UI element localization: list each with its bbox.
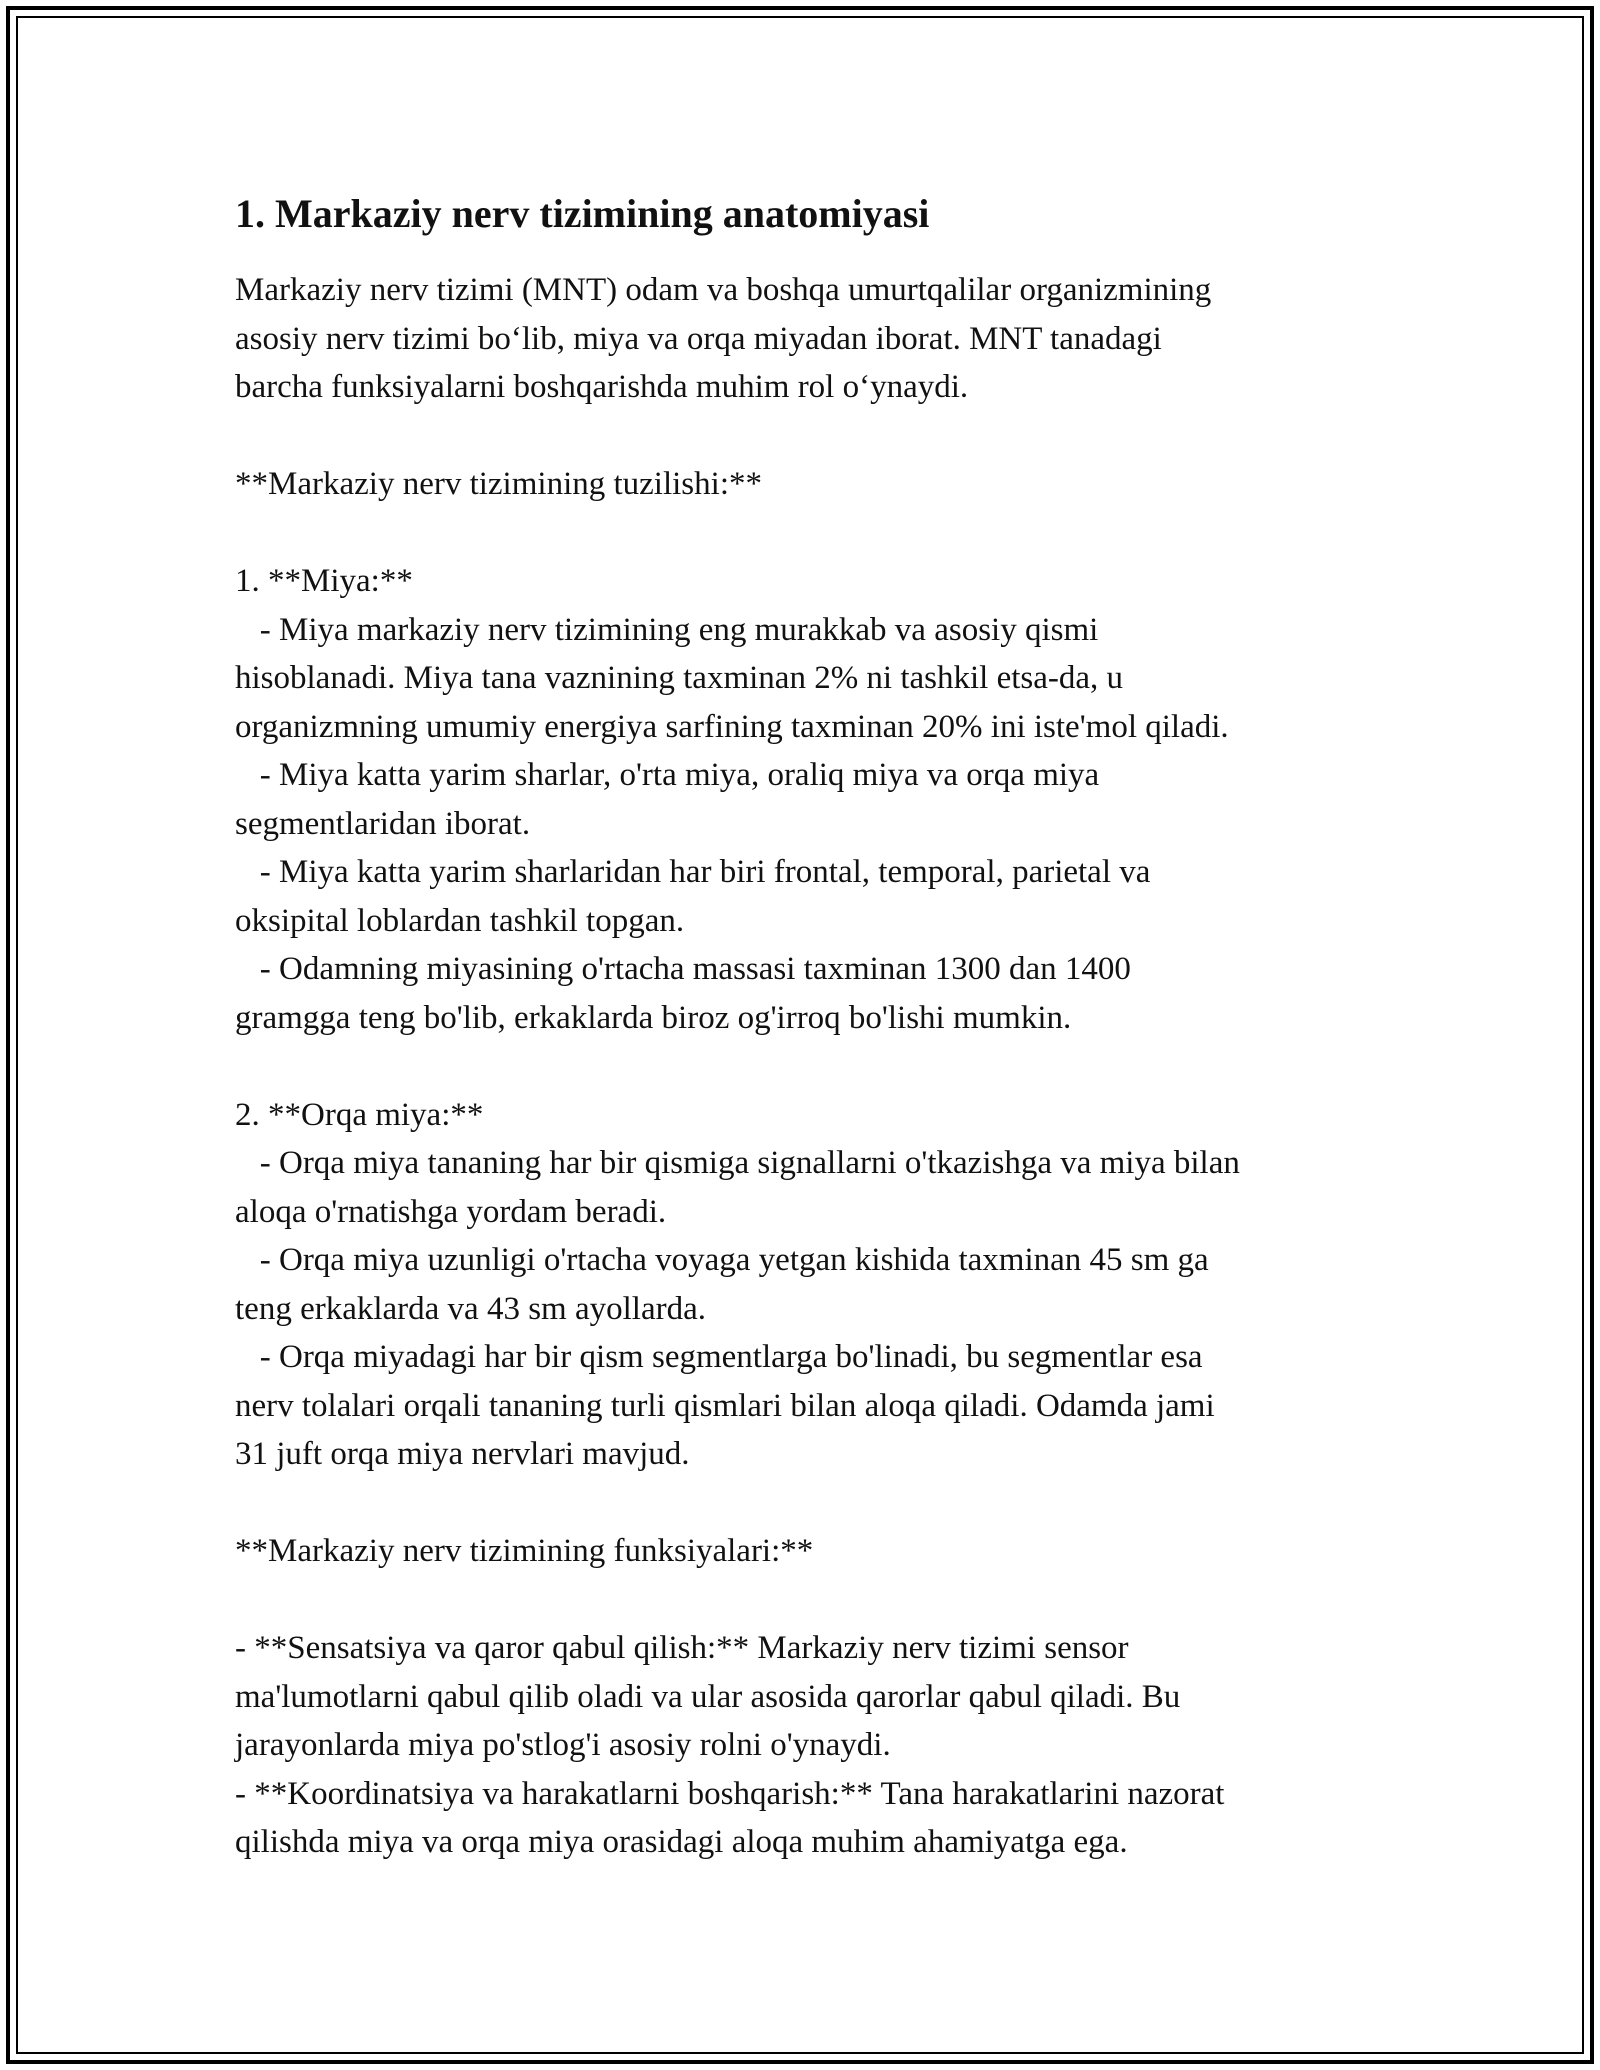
text-line: segmentlaridan iborat.: [235, 805, 531, 842]
text-line: - Orqa miya uzunligi o'rtacha voyaga yetgan kishida taxminan 45 sm ga: [235, 1242, 1209, 1278]
text-line: barcha funksiyalarni boshqarishda muhim rol o‘ynaydi.: [235, 369, 969, 405]
text-line: ma'lumotlarni qabul qilib oladi va ular asosida qarorlar qabul qiladi. Bu: [235, 1678, 1181, 1715]
text-line: oksipital loblardan tashkil topgan.: [235, 902, 685, 939]
text-line: 2. **Orqa miya:**: [235, 1096, 484, 1133]
text-line: jarayonlarda miya po'stlog'i asosiy rolni o'ynaydi.: [235, 1727, 891, 1763]
blank-line: [235, 1042, 1375, 1091]
text-line: Markaziy nerv tizimi (MNT) odam va boshqa umurtqalilar organizmining: [235, 272, 1212, 308]
text-line: asosiy nerv tizimi bo‘lib, miya va orqa miyadan iborat. MNT tanadagi: [235, 320, 1162, 357]
section-heading: 1. Markaziy nerv tizimining anatomiyasi: [235, 191, 930, 236]
blank-line: [235, 1576, 1375, 1625]
text-lines: [235, 266, 1375, 1867]
text-line: aloqa o'rnatishga yordam beradi.: [235, 1193, 667, 1230]
text-line: nerv tolalari orqali tananing turli qismlari bilan aloqa qiladi. Odamda jami: [235, 1387, 1215, 1424]
text-line: - Miya katta yarim sharlaridan har biri frontal, temporal, parietal va: [235, 854, 1151, 890]
text-line: - Orqa miya tananing har bir qismiga signallarni o'tkazishga va miya bilan: [235, 1145, 1240, 1181]
blank-line: [235, 1479, 1375, 1528]
text-line: - Miya markaziy nerv tizimining eng murakkab va asosiy qismi: [235, 611, 1099, 648]
text-line: - Miya katta yarim sharlar, o'rta miya, oraliq miya va orqa miya: [235, 757, 1100, 793]
text-line: hisoblanadi. Miya tana vaznining taxminan 2% ni tashkil etsa-da, u: [235, 660, 1124, 696]
text-line: **Markaziy nerv tizimining funksiyalari:**: [235, 1533, 814, 1569]
blank-line: [235, 412, 1375, 461]
text-line: teng erkaklarda va 43 sm ayollarda.: [235, 1290, 706, 1327]
text-line: - Orqa miyadagi har bir qism segmentlarga bo'linadi, bu segmentlar esa: [235, 1339, 1203, 1375]
text-line: 1. **Miya:**: [235, 563, 413, 599]
text-line: **Markaziy nerv tizimining tuzilishi:**: [235, 466, 762, 502]
document-body: [235, 188, 1375, 1867]
text-line: - **Sensatsiya va qaror qabul qilish:** Markaziy nerv tizimi sensor: [235, 1630, 1129, 1666]
text-line: gramgga teng bo'lib, erkaklarda biroz og'irroq bo'lishi mumkin.: [235, 999, 1072, 1036]
text-line: organizmning umumiy energiya sarfining taxminan 20% ini iste'mol qiladi.: [235, 708, 1229, 745]
blank-line: [235, 509, 1375, 558]
text-line: qilishda miya va orqa miya orasidagi aloqa muhim ahamiyatga ega.: [235, 1824, 1128, 1860]
text-line: - Odamning miyasining o'rtacha massasi taxminan 1300 dan 1400: [235, 951, 1131, 987]
text-line: - **Koordinatsiya va harakatlarni boshqarish:** Tana harakatlarini nazorat: [235, 1775, 1225, 1812]
text-line: 31 juft orqa miya nervlari mavjud.: [235, 1436, 690, 1472]
